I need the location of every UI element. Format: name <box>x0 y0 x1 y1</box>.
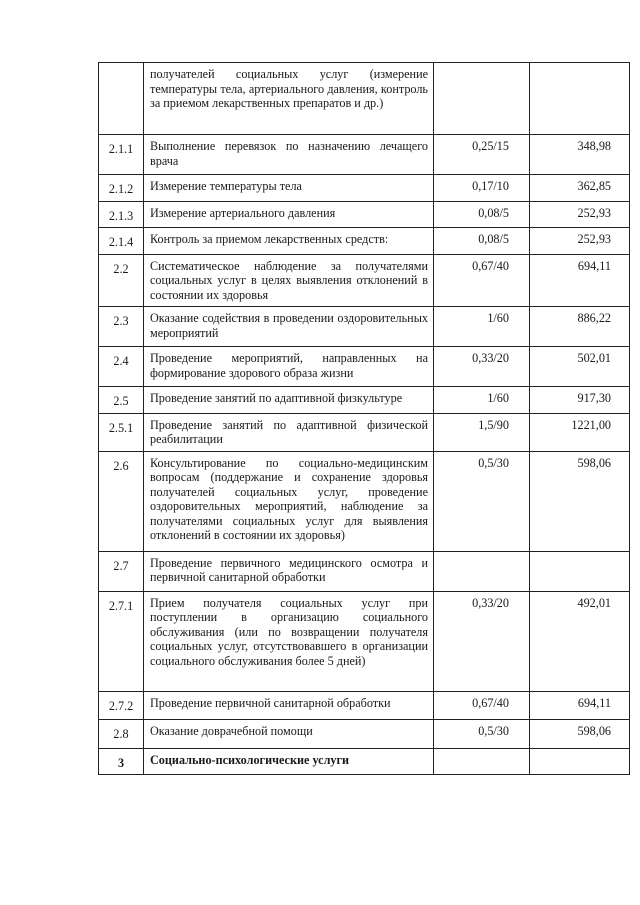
cost-cell: 502,01 <box>530 347 630 387</box>
row-number-cell: 2.1.3 <box>99 201 144 228</box>
cost-cell: 598,06 <box>530 719 630 748</box>
service-description-cell: Оказание содействия в проведении оздоровительных мероприятий <box>144 307 434 347</box>
row-number-cell: 3 <box>99 748 144 775</box>
service-description-cell: Систематическое наблюдение за получателями социальных услуг в целях выявления отклонений в состоянии их здоровья <box>144 254 434 307</box>
time-norm-cell: 0,08/5 <box>434 201 530 228</box>
cost-cell: 917,30 <box>530 387 630 414</box>
row-number-cell: 2.6 <box>99 451 144 551</box>
service-description-cell: Консультирование по социально-медицинским вопросам (поддержание и сохранение здоровья получателей социальных услуг, проведение оздоровительных мероприятий, наблюдение за получателями социальных услуг для выявления отклонений в состоянии их здоровья) <box>144 451 434 551</box>
cost-cell <box>530 63 630 135</box>
service-description-cell: Контроль за приемом лекарственных средств: <box>144 228 434 255</box>
cost-cell: 362,85 <box>530 175 630 202</box>
service-description-cell: Проведение первичного медицинского осмотра и первичной санитарной обработки <box>144 551 434 591</box>
service-description-cell: Оказание доврачебной помощи <box>144 719 434 748</box>
time-norm-cell: 0,33/20 <box>434 347 530 387</box>
cost-cell <box>530 551 630 591</box>
table-row <box>99 201 630 228</box>
cost-cell: 598,06 <box>530 451 630 551</box>
row-number-cell: 2.3 <box>99 307 144 347</box>
row-number-cell: 2.8 <box>99 719 144 748</box>
service-description-cell: получателей социальных услуг (измерение температуры тела, артериального давления, контроль за приемом лекарственных препаратов и др.) <box>144 63 434 135</box>
service-description-cell: Проведение первичной санитарной обработки <box>144 691 434 719</box>
row-number-cell: 2.4 <box>99 347 144 387</box>
row-number-cell: 2.1.2 <box>99 175 144 202</box>
table-row <box>99 413 630 451</box>
cost-cell: 886,22 <box>530 307 630 347</box>
time-norm-cell: 0,33/20 <box>434 591 530 691</box>
table-row <box>99 307 630 347</box>
time-norm-cell: 0,67/40 <box>434 254 530 307</box>
row-number-cell: 2.7 <box>99 551 144 591</box>
services-table-body <box>99 63 630 775</box>
table-row <box>99 451 630 551</box>
cost-cell: 252,93 <box>530 201 630 228</box>
cost-cell <box>530 748 630 775</box>
cost-cell: 694,11 <box>530 691 630 719</box>
table-row <box>99 591 630 691</box>
cost-cell: 1221,00 <box>530 413 630 451</box>
time-norm-cell: 1,5/90 <box>434 413 530 451</box>
service-description-cell: Социально-психологические услуги <box>144 748 434 775</box>
row-number-cell: 2.1.4 <box>99 228 144 255</box>
cost-cell: 348,98 <box>530 135 630 175</box>
row-number-cell: 2.7.2 <box>99 691 144 719</box>
row-number-cell <box>99 63 144 135</box>
table-row <box>99 691 630 719</box>
service-description-cell: Выполнение перевязок по назначению лечащего врача <box>144 135 434 175</box>
service-description-cell: Проведение занятий по адаптивной физкультуре <box>144 387 434 414</box>
time-norm-cell: 0,5/30 <box>434 451 530 551</box>
service-description-cell: Прием получателя социальных услуг при поступлении в организацию социального обслуживания (или по возвращении получателя социальных услуг, отсутствовавшего в организации социального обслуживания более 5 дней) <box>144 591 434 691</box>
table-row <box>99 719 630 748</box>
time-norm-cell: 0,5/30 <box>434 719 530 748</box>
table-row <box>99 748 630 775</box>
table-row <box>99 63 630 135</box>
table-row <box>99 347 630 387</box>
time-norm-cell: 0,25/15 <box>434 135 530 175</box>
table-row <box>99 254 630 307</box>
table-row <box>99 175 630 202</box>
time-norm-cell <box>434 551 530 591</box>
cost-cell: 694,11 <box>530 254 630 307</box>
cost-cell: 492,01 <box>530 591 630 691</box>
services-table <box>98 62 630 775</box>
row-number-cell: 2.2 <box>99 254 144 307</box>
service-description-cell: Измерение температуры тела <box>144 175 434 202</box>
row-number-cell: 2.7.1 <box>99 591 144 691</box>
row-number-cell: 2.1.1 <box>99 135 144 175</box>
service-description-cell: Измерение артериального давления <box>144 201 434 228</box>
service-description-cell: Проведение мероприятий, направленных на формирование здорового образа жизни <box>144 347 434 387</box>
time-norm-cell: 0,08/5 <box>434 228 530 255</box>
row-number-cell: 2.5.1 <box>99 413 144 451</box>
cost-cell: 252,93 <box>530 228 630 255</box>
table-row <box>99 551 630 591</box>
table-row <box>99 135 630 175</box>
table-row <box>99 387 630 414</box>
table-row <box>99 228 630 255</box>
time-norm-cell: 1/60 <box>434 307 530 347</box>
time-norm-cell: 0,67/40 <box>434 691 530 719</box>
time-norm-cell: 1/60 <box>434 387 530 414</box>
service-description-cell: Проведение занятий по адаптивной физической реабилитации <box>144 413 434 451</box>
time-norm-cell <box>434 748 530 775</box>
row-number-cell: 2.5 <box>99 387 144 414</box>
time-norm-cell: 0,17/10 <box>434 175 530 202</box>
time-norm-cell <box>434 63 530 135</box>
